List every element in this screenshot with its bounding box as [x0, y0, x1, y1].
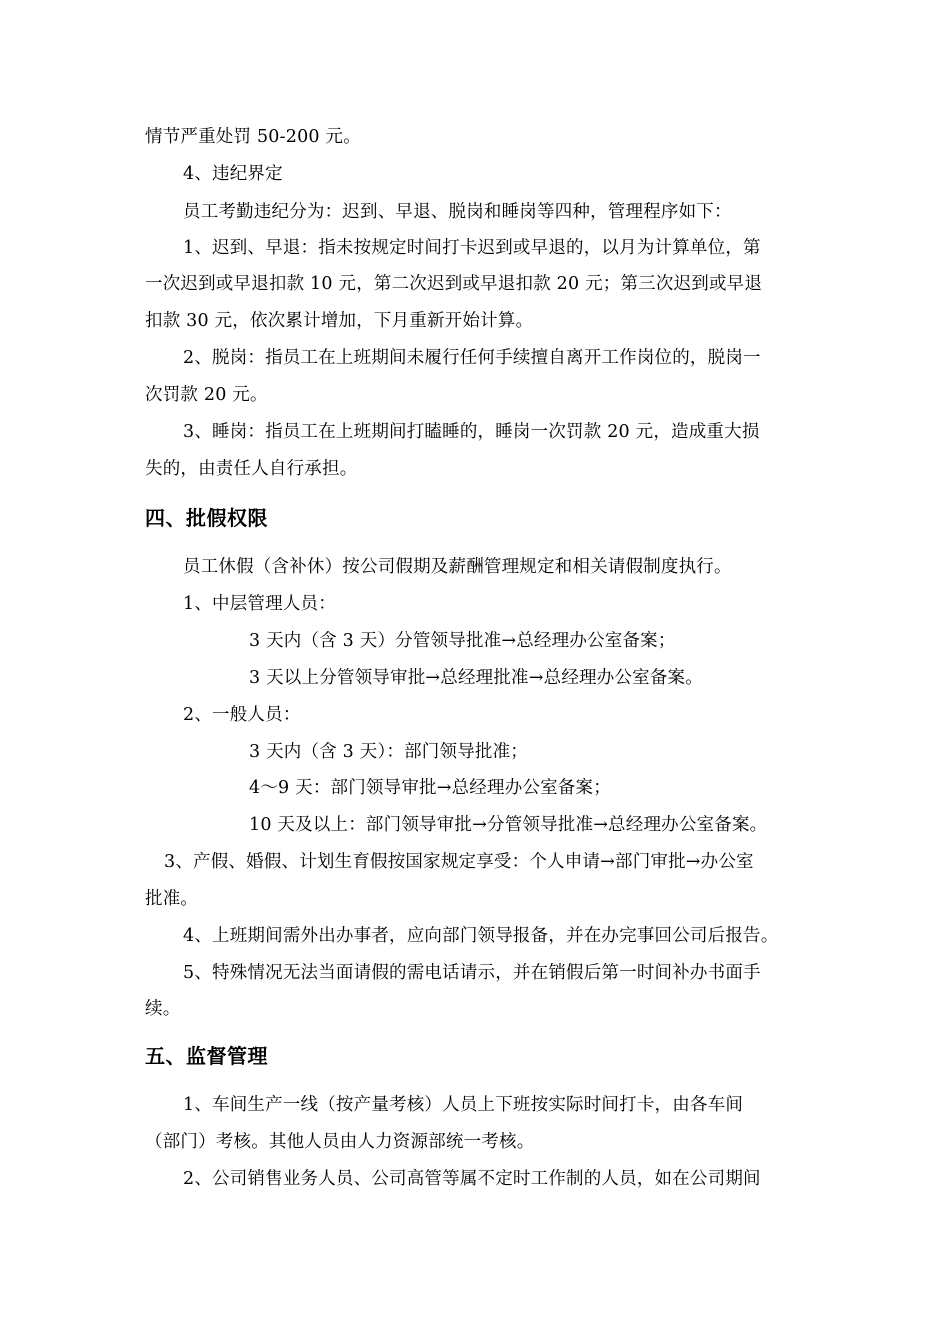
sleeping-rule-line-1: 3、睡岗：指员工在上班期间打瞌睡的，睡岗一次罚款 20 元，造成重大损 — [183, 422, 760, 442]
section-heading-leave-authority: 四、批假权限 — [145, 506, 268, 530]
general-staff-title: 2、一般人员： — [183, 705, 301, 725]
middle-management-rule-a: 3 天内（含 3 天）分管领导批准→总经理办公室备案； — [249, 631, 676, 651]
violation-types-intro: 员工考勤违纪分为：迟到、早退、脱岗和睡岗等四种，管理程序如下： — [183, 202, 732, 222]
general-staff-rule-b: 4～9 天：部门领导审批→总经理办公室备案； — [249, 778, 611, 798]
general-staff-rule-a: 3 天内（含 3 天）：部门领导批准； — [249, 742, 529, 762]
late-early-rule-line-2: 一次迟到或早退扣款 10 元，第二次迟到或早退扣款 20 元；第三次迟到或早退 — [145, 274, 763, 294]
phone-leave-rule-line-2: 续。 — [145, 999, 181, 1019]
maternity-marriage-rule-line-1: 3、产假、婚假、计划生育假按国家规定享受：个人申请→部门审批→办公室 — [164, 852, 754, 872]
absence-rule-line-2: 次罚款 20 元。 — [145, 385, 268, 405]
supervision-rule-2-line-1: 2、公司销售业务人员、公司高管等属不定时工作制的人员，如在公司期间 — [183, 1169, 761, 1189]
penalty-continuation-line: 情节严重处罚 50-200 元。 — [145, 127, 361, 147]
late-early-rule-line-1: 1、迟到、早退：指未按规定时间打卡迟到或早退的，以月为计算单位，第 — [183, 238, 761, 258]
outside-errand-rule: 4、上班期间需外出办事者，应向部门领导报备，并在办完事回公司后报告。 — [183, 926, 779, 946]
late-early-rule-line-3: 扣款 30 元，依次累计增加，下月重新开始计算。 — [145, 311, 534, 331]
middle-management-rule-b: 3 天以上分管领导审批→总经理批准→总经理办公室备案。 — [249, 668, 703, 688]
supervision-rule-1-line-1: 1、车间生产一线（按产量考核）人员上下班按实际时间打卡，由各车间 — [183, 1095, 744, 1115]
subsection-violation-definition-title: 4、违纪界定 — [183, 164, 283, 184]
supervision-rule-1-line-2: （部门）考核。其他人员由人力资源部统一考核。 — [145, 1132, 535, 1152]
section-heading-supervision: 五、监督管理 — [145, 1044, 268, 1068]
phone-leave-rule-line-1: 5、特殊情况无法当面请假的需电话请示，并在销假后第一时间补办书面手 — [183, 963, 761, 983]
maternity-marriage-rule-line-2: 批准。 — [145, 889, 199, 909]
sleeping-rule-line-2: 失的，由责任人自行承担。 — [145, 459, 358, 479]
general-staff-rule-c: 10 天及以上：部门领导审批→分管领导批准→总经理办公室备案。 — [249, 815, 768, 835]
middle-management-title: 1、中层管理人员： — [183, 594, 336, 614]
absence-rule-line-1: 2、脱岗：指员工在上班期间未履行任何手续擅自离开工作岗位的，脱岗一 — [183, 348, 761, 368]
leave-policy-intro: 员工休假（含补休）按公司假期及薪酬管理规定和相关请假制度执行。 — [183, 557, 732, 577]
